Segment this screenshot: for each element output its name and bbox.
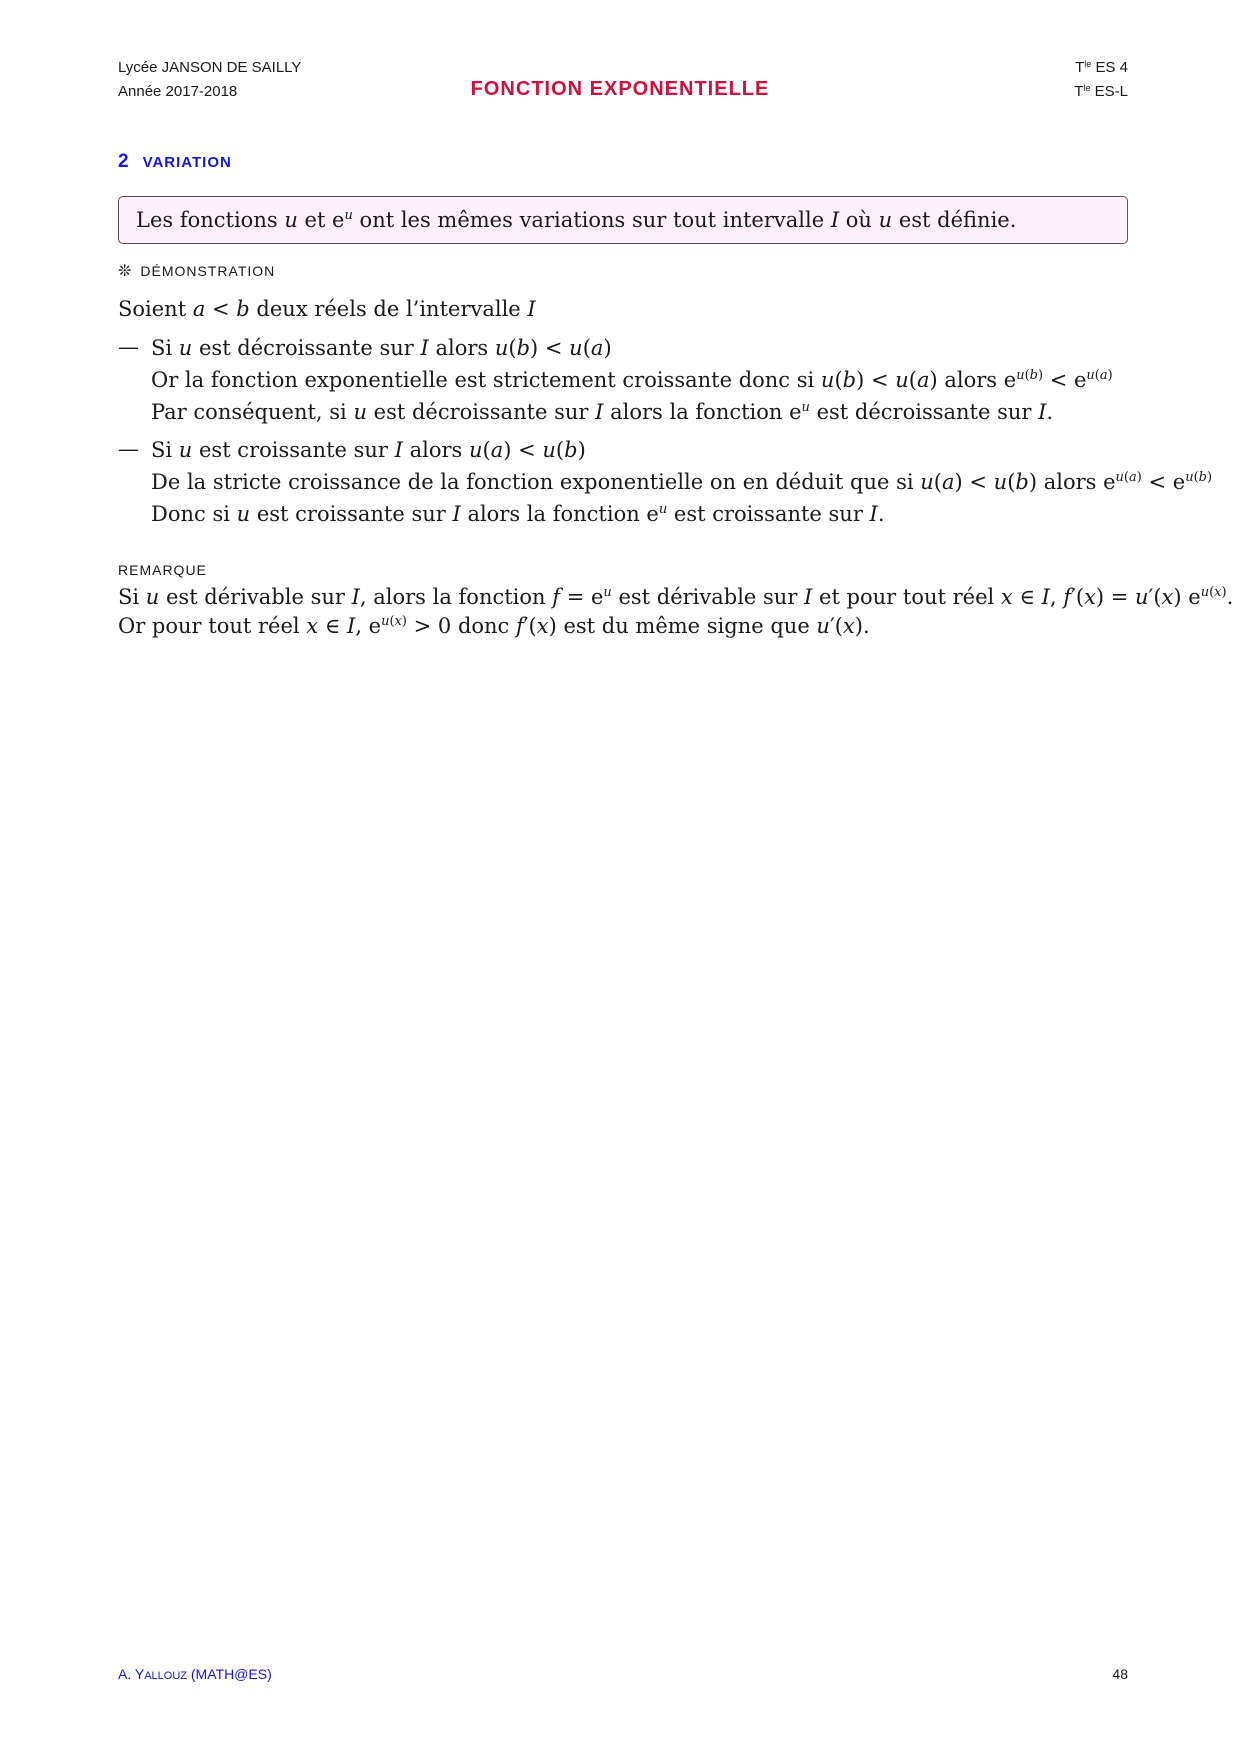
case2-line3: Donc si u est croissante sur I alors la fonction $e^u$ est croissante sur I. [151,502,885,526]
school-year: Année 2017-2018 [118,83,238,100]
demo-intro: Soient a < b deux réels de l’intervalle I [118,297,536,321]
remark-line1: Si u est dérivable sur I, alors la fonction $f = e^u$ est dérivable sur I et pour tout réel x ∈ I, f′(x) = u′(x) $e^{u(x)}$. [118,585,1234,609]
case1-line1: Si u est décroissante sur I alors u(b) < u(a) [151,336,612,360]
case2-line1: Si u est croissante sur I alors u(a) < u(b) [151,438,586,462]
remark-line2: Or pour tout réel x ∈ I, $e^{u(x)} > 0$ donc f′(x) est du même signe que u′(x). [118,614,870,638]
section-label: VARIATION [142,154,232,171]
bullet-dash: — [118,335,139,359]
theorem-box: Les fonctions u et $e^u$ ont les mêmes variations sur tout intervalle I où u est définie. [118,196,1128,244]
section-number: 2 [118,151,129,172]
case1-line3: Par conséquent, si u est décroissante sur I alors la fonction $e^u$ est décroissante sur I. [151,400,1054,424]
bullet-dash: — [118,437,139,461]
school-name: Lycée JANSON DE SAILLY [118,59,302,76]
remark-label: REMARQUE [118,562,207,578]
case2-line2: De la stricte croissance de la fonction exponentielle on en déduit que si u(a) < u(b) alors $e^{u(a)} < e^{u(b)}$ [151,470,1213,494]
footer-author: A. YALLOUZ (MATH@ES) [118,1666,272,1682]
asterism-icon: ❊ [118,263,133,280]
demonstration-heading [118,261,275,281]
class-label-1: $T^{le}$ ES 4 [1075,59,1128,76]
page-title: FONCTION EXPONENTIELLE [470,78,770,100]
section-heading [118,151,232,173]
demonstration-label: DÉMONSTRATION [140,263,276,279]
case1-line2: Or la fonction exponentielle est strictement croissante donc si u(b) < u(a) alors $e^{u(b)} < e^{u(a)}$ [151,368,1113,392]
class-label-2: $T^{le}$ ES-L [1074,83,1128,100]
page-number: 48 [1112,1666,1128,1682]
